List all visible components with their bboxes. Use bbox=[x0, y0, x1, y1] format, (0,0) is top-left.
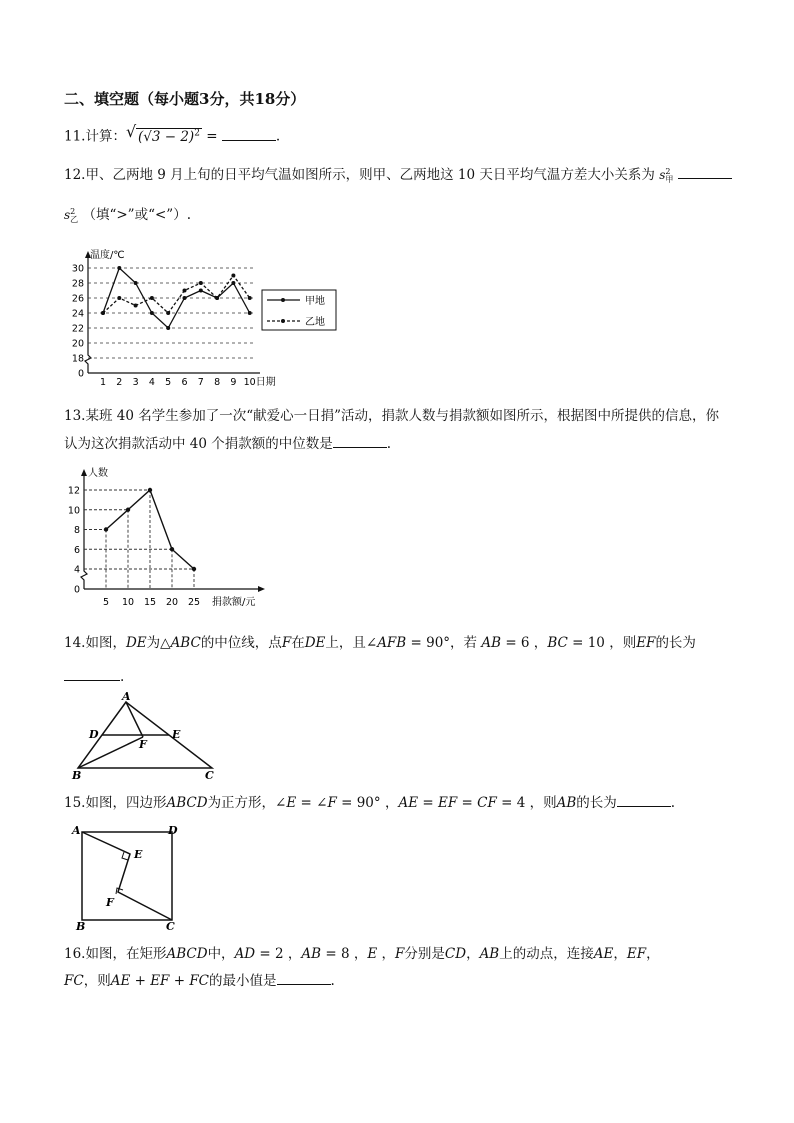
y-axis-label: 人数 bbox=[88, 468, 108, 479]
question-15: 15.如图，四边形ABCD为正方形，∠E = ∠F = 90° ，AE = EF = CF = 4 ，则AB的长为 . bbox=[64, 792, 675, 813]
legend-marker-1 bbox=[281, 298, 285, 302]
question-13-line1: 13.某班 40 名学生参加了一次“献爱心一日捐”活动，捐款人数与捐款额如图所示，根据图中所提供的信息，你 bbox=[64, 408, 720, 424]
q11-equals: = bbox=[206, 128, 218, 145]
y-tick-18: 18 bbox=[71, 353, 84, 365]
series-2-point-2 bbox=[117, 296, 121, 300]
q13-answer-blank[interactable] bbox=[333, 433, 387, 448]
x-axis-label: 日期 bbox=[255, 377, 276, 388]
data-point-5 bbox=[104, 527, 108, 531]
y-tick-28: 28 bbox=[71, 278, 84, 290]
x-tick-15: 15 bbox=[143, 597, 157, 608]
x-tick-20: 20 bbox=[165, 597, 179, 608]
label-a: A bbox=[72, 824, 81, 837]
q11-exponent: 2 bbox=[194, 128, 200, 138]
series-1-point-2 bbox=[117, 266, 121, 270]
series-1-point-7 bbox=[199, 289, 203, 293]
series-1-point-5 bbox=[166, 326, 170, 330]
x-tick-3: 3 bbox=[132, 377, 139, 388]
segment-bf bbox=[78, 737, 143, 768]
series-2-point-10 bbox=[248, 296, 252, 300]
x-tick-1: 1 bbox=[99, 377, 107, 388]
question-13-line2 bbox=[64, 433, 391, 454]
question-16-line1: 16.如图，在矩形ABCD中，AD = 2 ，AB = 8 ，E ，F分别是CD，AB上的动点，连接AE，EF， bbox=[64, 946, 660, 962]
y-tick-8: 8 bbox=[73, 525, 80, 536]
label-d: D bbox=[89, 728, 99, 741]
series-2-point-8 bbox=[215, 296, 219, 300]
y-tick-4: 4 bbox=[73, 564, 80, 576]
x-tick-25: 25 bbox=[187, 597, 201, 608]
series-1-point-3 bbox=[134, 281, 138, 285]
q12-s-jia: s2 甲 bbox=[659, 166, 674, 184]
q12-answer-blank[interactable] bbox=[678, 164, 732, 179]
y-tick-0: 0 bbox=[77, 368, 84, 380]
y-tick-30: 30 bbox=[71, 263, 84, 275]
x-tick-4: 4 bbox=[148, 377, 155, 388]
y-axis-label: 温度/℃ bbox=[90, 250, 125, 261]
q11-prefix: 11.计算： bbox=[64, 128, 126, 145]
path-aefc bbox=[82, 832, 172, 920]
y-axis-with-break bbox=[81, 472, 87, 589]
temperature-line-chart bbox=[60, 240, 360, 392]
y-tick-6: 6 bbox=[73, 544, 80, 556]
x-tick-5: 5 bbox=[165, 377, 172, 388]
question-16-line2: FC，则AE + EF + FC的最小值是 . bbox=[64, 970, 335, 991]
label-a: A bbox=[122, 690, 131, 703]
segment-af bbox=[126, 702, 143, 737]
x-tick-9: 9 bbox=[230, 377, 237, 388]
q15-answer-blank[interactable] bbox=[617, 792, 671, 807]
series-2-point-3 bbox=[134, 304, 138, 308]
q12-fill-hint: （填“>”或“<”）. bbox=[82, 207, 191, 223]
x-tick-10: 10 bbox=[121, 597, 135, 608]
y-tick-24: 24 bbox=[71, 308, 84, 320]
donation-line-chart bbox=[60, 462, 280, 612]
series-2-point-9 bbox=[231, 274, 235, 278]
x-tick-8: 8 bbox=[214, 377, 221, 388]
label-e: E bbox=[172, 728, 181, 741]
question-12-line2 bbox=[64, 205, 191, 225]
y-tick-10: 10 bbox=[67, 505, 80, 517]
section-title: 二、填空题（每小题3分，共18分） bbox=[64, 90, 306, 108]
label-d: D bbox=[168, 824, 178, 837]
figure-15-square bbox=[68, 820, 188, 932]
series-2-point-6 bbox=[183, 289, 187, 293]
square-abcd bbox=[82, 832, 172, 920]
legend-label-2: 乙地 bbox=[305, 317, 325, 328]
q13-end: . bbox=[386, 436, 392, 452]
x-tick-5: 5 bbox=[102, 597, 110, 608]
q14-answer-blank[interactable] bbox=[64, 666, 120, 681]
x-tick-2: 2 bbox=[116, 377, 123, 388]
label-f: F bbox=[106, 896, 114, 909]
q11-radicand: (√3 − 2) bbox=[137, 128, 195, 145]
series-2-point-1 bbox=[101, 311, 105, 315]
y-tick-0: 0 bbox=[73, 584, 80, 596]
label-b: B bbox=[72, 769, 82, 782]
q11-sqrt: √ $(√3 - 2)^2$ bbox=[125, 122, 200, 145]
q11-answer-blank[interactable] bbox=[222, 126, 276, 141]
x-axis-arrow bbox=[258, 586, 265, 592]
legend-label-1: 甲地 bbox=[305, 296, 325, 307]
series-1-point-6 bbox=[183, 296, 187, 300]
label-e: E bbox=[134, 848, 143, 861]
y-tick-20: 20 bbox=[71, 338, 84, 350]
question-12-line1 bbox=[64, 164, 732, 185]
series-1-point-9 bbox=[231, 281, 235, 285]
label-c: C bbox=[205, 769, 214, 782]
series-2-point-4 bbox=[150, 296, 154, 300]
data-point-20 bbox=[170, 547, 174, 551]
x-tick-6: 6 bbox=[181, 377, 188, 388]
data-point-25 bbox=[192, 567, 196, 571]
series-1-point-4 bbox=[150, 311, 154, 315]
series-line-2 bbox=[103, 276, 250, 314]
q11-end: . bbox=[275, 128, 281, 145]
label-c: C bbox=[166, 920, 175, 932]
figure-14-triangle bbox=[68, 690, 228, 782]
series-2-point-7 bbox=[199, 281, 203, 285]
series-2-point-5 bbox=[166, 311, 170, 315]
q12-s-yi: s2 乙 bbox=[64, 206, 79, 224]
y-axis-with-break bbox=[85, 254, 91, 373]
label-f: F bbox=[139, 738, 147, 751]
x-axis-label: 捐款额/元 bbox=[212, 597, 256, 608]
q12-text: 12.甲、乙两地 9 月上旬的日平均气温如图所示，则甲、乙两地这 10 天日平均气温方差大小关系为 bbox=[64, 167, 655, 183]
data-point-10 bbox=[126, 508, 130, 512]
question-11 bbox=[64, 123, 280, 147]
series-1-point-10 bbox=[248, 311, 252, 315]
q13-text: 认为这次捐款活动中 40 个捐款额的中位数是 bbox=[64, 436, 333, 452]
x-tick-10: 10 bbox=[243, 377, 256, 388]
data-point-15 bbox=[148, 488, 152, 492]
y-axis-arrow bbox=[81, 469, 87, 476]
y-tick-12: 12 bbox=[67, 485, 80, 497]
question-14: 14.如图，DE为△ABC的中位线，点F在DE上，且∠AFB = 90°，若 AB = 6 ，BC = 10 ，则EF的长为 bbox=[64, 635, 696, 651]
x-tick-7: 7 bbox=[197, 377, 204, 388]
legend-marker-2 bbox=[281, 319, 285, 323]
q16-answer-blank[interactable] bbox=[277, 970, 331, 985]
question-14-blank-line: . bbox=[64, 666, 124, 687]
label-b: B bbox=[76, 920, 86, 932]
y-tick-22: 22 bbox=[71, 323, 84, 335]
y-tick-26: 26 bbox=[71, 293, 84, 305]
